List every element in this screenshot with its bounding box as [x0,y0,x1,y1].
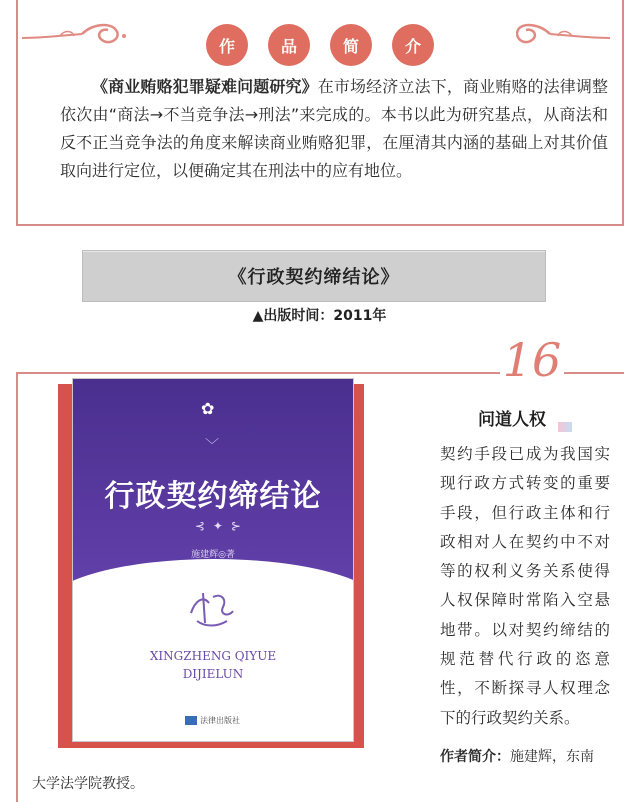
cover-pinyin [73,647,353,683]
title-char: 品 [268,24,310,66]
chevron-down-icon: ﹀ [205,438,219,454]
intro-paragraph [60,73,608,185]
cover-title: 行政契约缔结论 [104,479,322,514]
author-text: 施建辉，东南 [510,749,594,765]
banner-title: 《行政契约缔结论》 [228,267,400,288]
item-number: 16 [500,336,564,384]
cover-publisher [185,715,240,726]
calligraphy-seal-icon [183,583,243,633]
cover-pinyin-line: XINGZHENG QIYUE [149,649,277,663]
cover-author: 施建辉◎著 [191,550,235,560]
cover-logo-icon: ✿ [201,399,215,418]
divider [566,372,624,374]
author-intro [440,746,594,766]
publication-date: ▲出版时间：2011年 [252,308,387,324]
book-description: 契约手段已成为我国实现行政方式转变的重要手段，但行政主体和行政相对人在契约中不对等的权利义务关系使得人权保障时常陷入空悬地带。以对契约缔结的规范替代行政的恣意性，不断探寻人权理念下的行政契约关系。 [440,445,610,727]
section-heading: 问道人权 [478,410,546,430]
title-char: 介 [392,24,434,66]
book-title-banner [82,250,546,302]
title-char: 简 [330,24,372,66]
author-intro-continued: 大学法学院教授。 [32,776,144,792]
intro-body: 在市场经济立法下，商业贿赂的法律调整依次由“商法→不当竞争法→刑法”来完成的。本书以此为研究基点，从商法和反不正当竞争法的角度来解读商业贿赂犯罪，在厘清其内涵的基础上对其价值取向进行定位，以便确定其在刑法中的应有地位。 [60,77,608,180]
author-label: 作者简介： [440,749,510,765]
cover-pinyin-line: DIJIELUN [182,667,244,681]
cover-ornament-icon: ⊰ ✦ ⊱ [195,519,243,533]
book-cover [72,378,354,742]
intro-title [18,24,622,66]
publisher-name: 法律出版社 [200,716,240,725]
intro-book-name: 《商业贿赂犯罪疑难问题研究》 [92,77,318,96]
publisher-logo-icon [185,716,197,725]
heading-accent [558,422,572,432]
intro-card [16,0,624,226]
title-char: 作 [206,24,248,66]
